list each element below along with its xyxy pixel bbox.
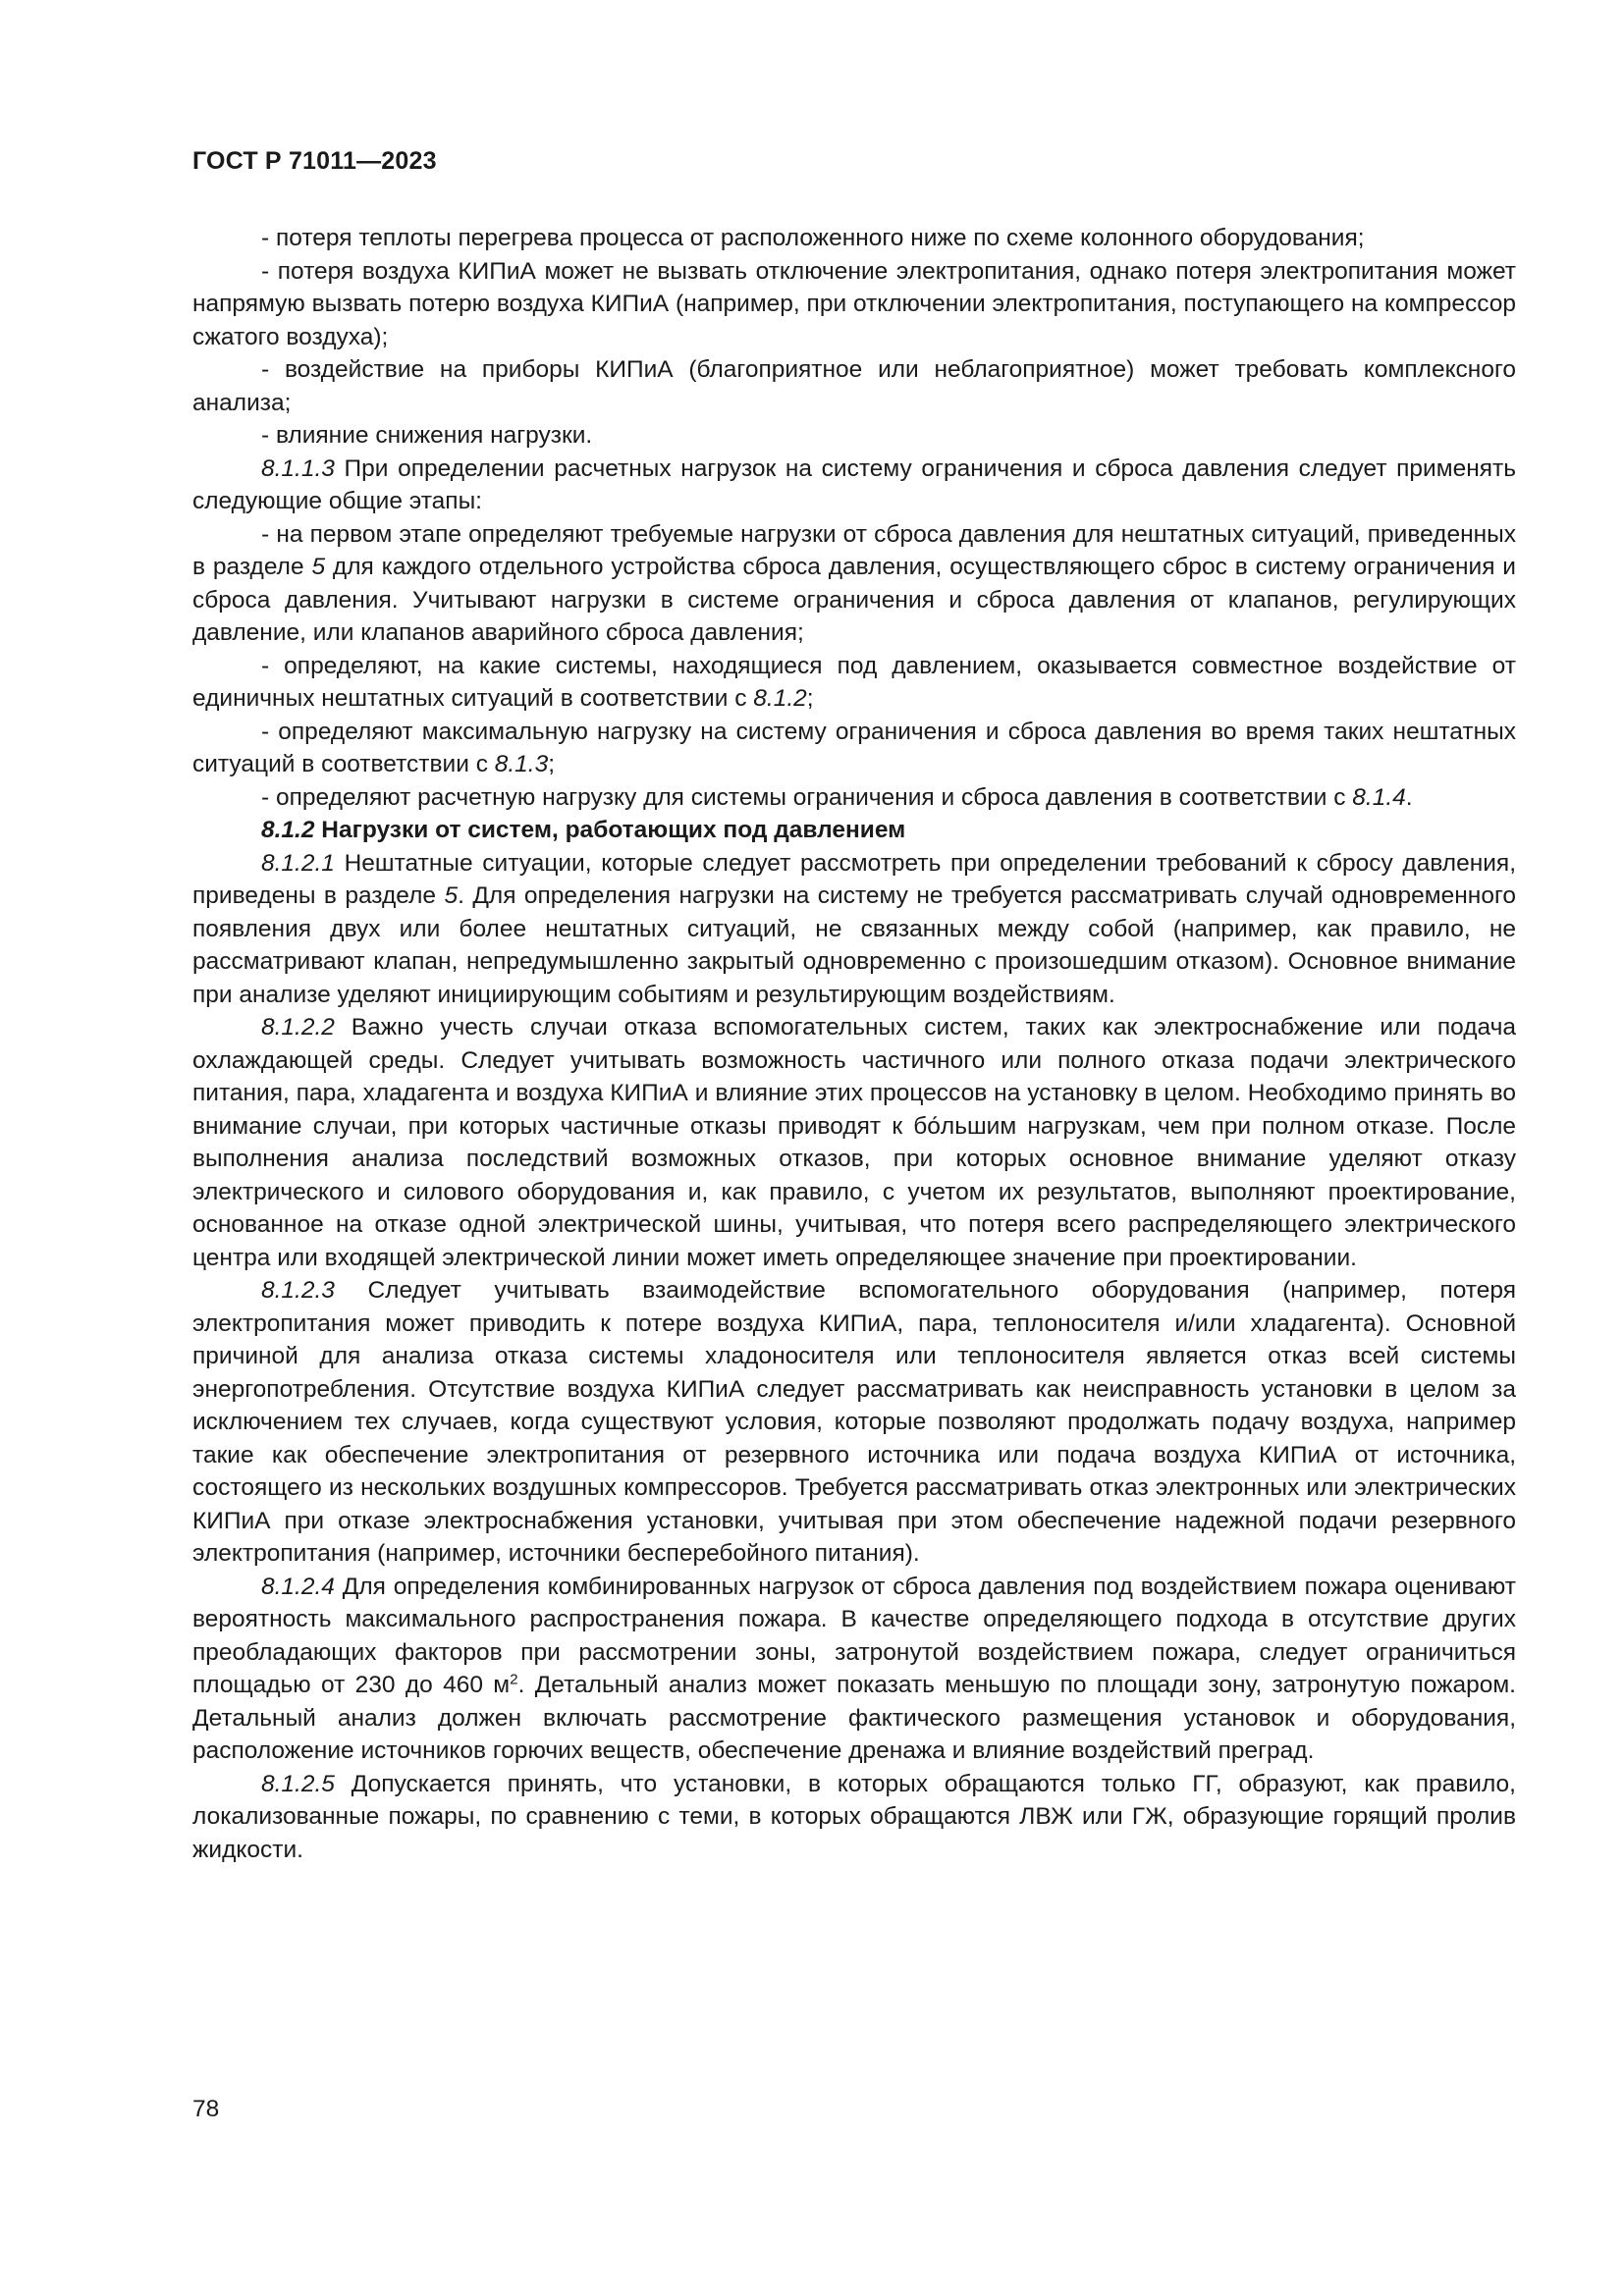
list-item-overheat-loss: - потеря теплоты перегрева процесса от расположенного ниже по схеме колонного оборудования;: [261, 225, 1365, 251]
clause-8-1-2-4: 8.1.2.4 Для определения комбинированных нагрузок от сброса давления под воздействием пожара оценивают вероятность максимального распространения пожара. В качестве определяющего подхода в отсутствие других преобладающих факторов при рассмотрении зоны, затронутой воздействием пожара, следует ограничиться площадью от 230 до 460 $м^2$. Детальный анализ может показать меньшую по площади зону, затронутую пожаром. Детальный анализ должен включать рассмотрение фактического размещения установок и оборудования, расположение источников горючих веществ, обеспечение дренажа и влияние воздействий преград.: [192, 1573, 1516, 1764]
clause-8-1-2-1: 8.1.2.1 Нештатные ситуации, которые следует рассмотреть при определении требований к сбросу давления, приведены в разделе 5. Для определения нагрузки на систему не требуется рассматривать случай одновременного появления двух или более нештатных ситуаций, не связанных между собой (например, как правило, не рассматривают клапан, непредумышленно закрытый одновременно с произошедшим отказом). Основное внимание при анализе уделяют инициирующим событиям и результирующим воздействиям.: [192, 849, 1516, 1008]
clause-reference: 8.1.3: [494, 751, 549, 777]
section-reference: 5: [311, 554, 326, 580]
list-item-step-design-load: - определяют расчетную нагрузку для системы ограничения и сброса давления в соответствии с 8.1.4.: [261, 783, 1413, 811]
document-body: [192, 222, 1516, 1866]
clause-8-1-2-2: 8.1.2.2 Важно учесть случаи отказа вспомогательных систем, таких как электроснабжение или подача охлаждающей среды. Следует учитывать возможность частичного или полного отказа подачи электрического питания, пара, хладагента и воздуха КИПиА и влияние этих процессов на установку в целом. Необходимо принять во внимание случаи, при которых частичные отказы приводят к бо́льшим нагрузкам, чем при полном отказе. После выполнения анализа последствий возможных отказов, при которых основное внимание уделяют отказу электрического и силового оборудования и, как правило, с учетом их результатов, выполняют проектирование, основанное на отказе одной электрической шины, учитывая, что потеря всего распределяющего электрического центра или входящей электрической линии может иметь определяющее значение при проектировании.: [192, 1014, 1516, 1271]
clause-number: 8.1.1.3: [261, 454, 335, 482]
heading-number: 8.1.2: [261, 817, 315, 843]
page-number: 78: [192, 2096, 220, 2122]
document-header: ГОСТ Р 71011—2023: [192, 147, 437, 175]
list-item-step-max-load: - определяют максимальную нагрузку на систему ограничения и сброса давления во время таких нештатных ситуаций в соответствии с 8.1.3;: [192, 718, 1516, 777]
list-item-load-reduction: - влияние снижения нагрузки.: [261, 422, 593, 449]
clause-number: 8.1.2.2: [261, 1014, 335, 1041]
clause-number: 8.1.2.3: [261, 1277, 335, 1304]
list-item-step-systems: - определяют, на какие системы, находящиеся под давлением, оказывается совместное воздействие от единичных нештатных ситуаций в соответствии с 8.1.2;: [192, 652, 1516, 712]
clause-number: 8.1.2.5: [261, 1770, 335, 1797]
clause-number: 8.1.2.4: [261, 1573, 335, 1600]
clause-8-1-1-3: 8.1.1.3 При определении расчетных нагрузок на систему ограничения и сброса давления следует применять следующие общие этапы:: [192, 454, 1516, 514]
list-item-instrument-effect: - воздействие на приборы КИПиА (благоприятное или неблагоприятное) может требовать комплексного анализа;: [192, 356, 1516, 416]
superscript-exponent: 2: [510, 1671, 518, 1688]
clause-8-1-2-5: 8.1.2.5 Допускается принять, что установки, в которых обращаются только ГГ, образуют, как правило, локализованные пожары, по сравнению с теми, в которых обращаются ЛВЖ или ГЖ, образующие горящий пролив жидкости.: [192, 1770, 1516, 1863]
list-item-step-first: - на первом этапе определяют требуемые нагрузки от сброса давления для нештатных ситуаций, приведенных в разделе 5 для каждого отдельного устройства сброса давления, осуществляющего сброс в систему ограничения и сброса давления. Учитывают нагрузки в системе ограничения и сброса давления от клапанов, регулирующих давление, или клапанов аварийного сброса давления;: [192, 520, 1516, 646]
section-heading-8-1-2: 8.1.2 Нагрузки от систем, работающих под давлением: [261, 817, 906, 843]
section-reference: 5: [444, 882, 459, 909]
clause-reference: 8.1.4: [1352, 783, 1406, 811]
clause-number: 8.1.2.1: [261, 849, 335, 877]
clause-reference: 8.1.2: [753, 685, 807, 712]
clause-8-1-2-3: 8.1.2.3 Следует учитывать взаимодействие вспомогательного оборудования (например, потеря электропитания может приводить к потере воздуха КИПиА, пара, теплоносителя и/или хладагента). Основной причиной для анализа отказа системы хладоносителя или теплоносителя является отказ всей системы энергопотребления. Отсутствие воздуха КИПиА следует рассматривать как неисправность установки в целом за исключением тех случаев, когда существуют условия, которые позволяют продолжать подачу воздуха, например такие как обеспечение электропитания от резервного источника или подача воздуха КИПиА от источника, состоящего из нескольких воздушных компрессоров. Требуется рассматривать отказ электронных или электрических КИПиА при отказе электроснабжения установки, учитывая при этом обеспечение надежной подачи резервного электропитания (например, источники бесперебойного питания).: [192, 1277, 1516, 1567]
list-item-instrument-air-loss: - потеря воздуха КИПиА может не вызвать отключение электропитания, однако потеря электропитания может напрямую вызвать потерю воздуха КИПиА (например, при отключении электропитания, поступающего на компрессор сжатого воздуха);: [192, 257, 1516, 350]
